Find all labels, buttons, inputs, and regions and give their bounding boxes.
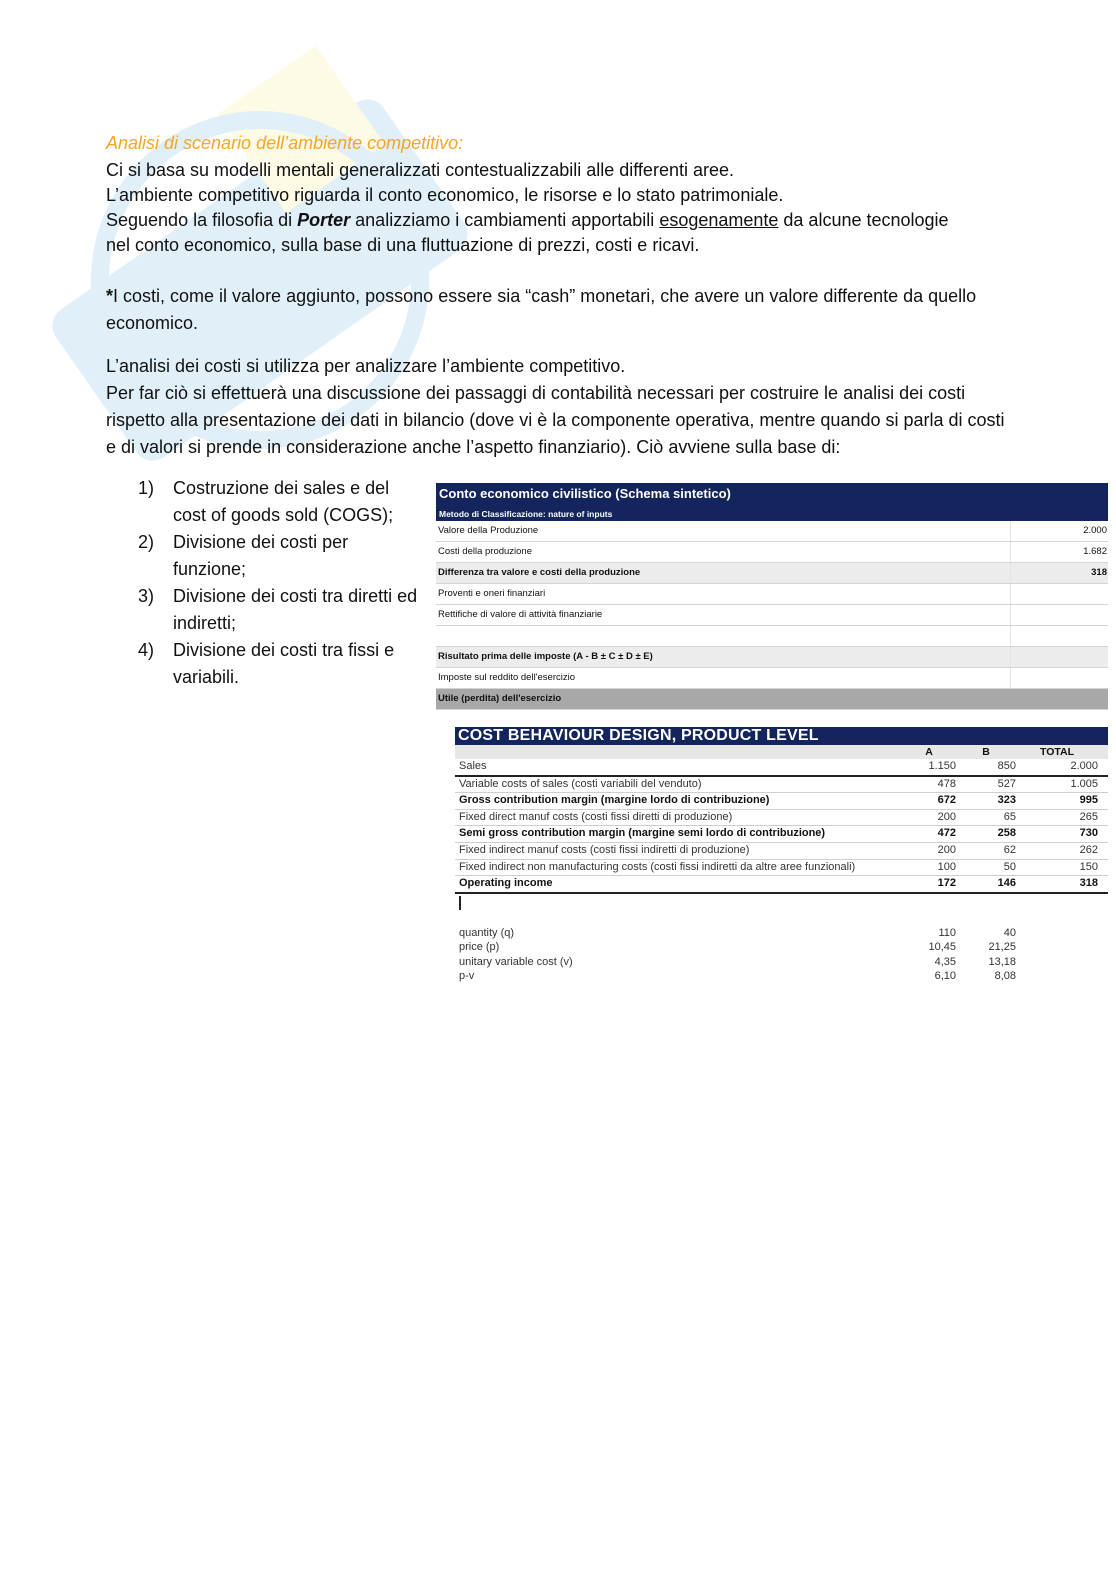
table-row <box>436 647 1108 668</box>
list-text: Divisione dei costi tra fissi e variabili. <box>173 640 395 687</box>
list-text: Costruzione dei sales e del cost of goods sold (COGS); <box>173 478 394 525</box>
row-label: Sales <box>459 760 487 772</box>
value-a: 672 <box>937 794 956 807</box>
table-row <box>436 605 1108 626</box>
table-row <box>436 668 1108 689</box>
value-b: 50 <box>1003 860 1016 873</box>
list-item <box>138 583 418 637</box>
row-label: Proventi e oneri finanziari <box>438 588 546 599</box>
numbered-list <box>138 475 418 691</box>
row-value: 318 <box>1010 563 1108 583</box>
value-total: 1.005 <box>1070 777 1098 790</box>
row-label: Fixed direct manuf costs (costi fissi diretti di produzione) <box>459 810 733 823</box>
text-run: Seguendo la filosofia di <box>106 210 298 230</box>
row-value <box>1011 689 1108 709</box>
value-a: 1.150 <box>928 760 956 772</box>
value-a: 200 <box>937 810 956 823</box>
text-run: da alcune tecnologie <box>778 210 949 230</box>
table-row <box>455 759 1108 777</box>
table-row <box>436 689 1108 710</box>
value-a: 4,35 <box>934 955 956 968</box>
value-b: 8,08 <box>994 970 1016 983</box>
paragraph-analysis <box>106 353 1006 461</box>
text-line: nel conto economico, sulla base di una fluttuazione di prezzi, costi e ricavi. <box>106 235 700 255</box>
row-label: Imposte sul reddito dell'esercizio <box>438 672 575 683</box>
note-star: * <box>106 286 114 306</box>
table-row <box>455 793 1108 810</box>
list-text: Divisione dei costi per funzione; <box>173 532 349 579</box>
value-a: 478 <box>937 777 956 790</box>
income-statement-table <box>436 483 1108 710</box>
value-a: 172 <box>937 877 956 890</box>
stats-row <box>455 955 1108 970</box>
row-label: Fixed indirect non manufacturing costs (costi fissi indiretti da altre aree funzionali) <box>459 860 856 873</box>
table-row <box>436 521 1108 542</box>
list-number: 4) <box>138 640 155 660</box>
row-value <box>1010 626 1108 646</box>
list-number: 2) <box>138 532 155 552</box>
underlined-word: esogenamente <box>659 210 779 230</box>
value-a: 472 <box>937 827 956 840</box>
value-b: 146 <box>997 877 1016 890</box>
value-total: 265 <box>1079 810 1098 823</box>
table-title: Conto economico civilistico (Schema sintetico) <box>436 483 1108 507</box>
table-row <box>455 860 1108 877</box>
row-label: Gross contribution margin (margine lordo di contribuzione) <box>459 794 770 807</box>
row-value <box>1010 668 1108 688</box>
row-label: Operating income <box>459 877 553 890</box>
table-row <box>455 826 1108 843</box>
table-row <box>436 563 1108 584</box>
value-a: 110 <box>938 926 956 939</box>
row-label <box>436 626 1010 646</box>
table-row <box>455 843 1108 860</box>
row-label: Risultato prima delle imposte (A - B ± C ± D ± E) <box>438 651 653 662</box>
list-text: Divisione dei costi tra diretti ed indiretti; <box>173 586 418 633</box>
value-total: 262 <box>1079 843 1098 856</box>
table-row <box>436 626 1108 647</box>
column-header-b: B <box>982 746 990 758</box>
text-line: L’ambiente competitivo riguarda il conto economico, le risorse e lo stato patrimoniale. <box>106 185 784 205</box>
text-block: Per far ciò si effettuerà una discussione dei passaggi di contabilità necessari per costruire le analisi dei costi rispetto alla presentazione dei dati in bilancio (dove vi è la componente operativa, mentre quando si parla di costi e di valori si prende in considerazione anche l’aspetto finanziario). Ciò avviene sulla base di: <box>106 383 1005 457</box>
row-value: 2.000 <box>1010 521 1108 541</box>
note-paragraph <box>106 283 986 337</box>
value-total: 730 <box>1079 827 1098 840</box>
column-header-total: TOTAL <box>1039 746 1075 758</box>
value-b: 21,25 <box>988 941 1016 954</box>
value-total: 995 <box>1079 794 1098 807</box>
row-value <box>1010 584 1108 604</box>
value-a: 10,45 <box>928 941 956 954</box>
row-label: Rettifiche di valore di attività finanziarie <box>438 609 603 620</box>
list-item <box>138 637 418 691</box>
list-item <box>138 529 418 583</box>
text-line: L’analisi dei costi si utilizza per analizzare l’ambiente competitivo. <box>106 356 626 376</box>
value-total: 318 <box>1079 877 1098 890</box>
paragraph-intro <box>106 158 1006 258</box>
porter-emphasis: Porter <box>297 210 351 230</box>
stats-row <box>455 969 1108 984</box>
row-value <box>1010 647 1108 667</box>
value-total: 150 <box>1079 860 1098 873</box>
value-total: 2.000 <box>1070 760 1098 772</box>
table-subtitle: Metodo di Classificazione: nature of inputs <box>436 507 1108 521</box>
row-label: Costi della produzione <box>438 546 533 557</box>
value-b: 13,18 <box>988 955 1016 968</box>
text-cursor <box>459 896 462 910</box>
list-number: 1) <box>138 478 155 498</box>
stats-row <box>455 940 1108 955</box>
cost-behaviour-table <box>455 727 1108 984</box>
row-label: Fixed indirect manuf costs (costi fissi indiretti di produzione) <box>459 843 750 856</box>
row-label: Variable costs of sales (costi variabili del venduto) <box>459 777 702 790</box>
value-a: 6,10 <box>934 970 956 983</box>
table-row <box>455 876 1108 894</box>
table-title: COST BEHAVIOUR DESIGN, PRODUCT LEVEL <box>455 727 1108 745</box>
value-b: 258 <box>997 827 1016 840</box>
row-value: 1.682 <box>1010 542 1108 562</box>
table-row <box>436 542 1108 563</box>
column-header-a: A <box>925 746 933 758</box>
value-a: 100 <box>937 860 956 873</box>
section-heading: Analisi di scenario dell’ambiente competitivo: <box>106 133 464 153</box>
table-row <box>455 777 1108 794</box>
list-item <box>138 475 418 529</box>
row-label: Valore della Produzione <box>438 525 539 536</box>
value-b: 850 <box>997 760 1016 772</box>
row-value <box>1010 605 1108 625</box>
value-a: 200 <box>937 843 956 856</box>
table-row <box>455 810 1108 827</box>
value-b: 65 <box>1003 810 1016 823</box>
note-text: I costi, come il valore aggiunto, possono essere sia “cash” monetari, che avere un valore differente da quello economico. <box>106 286 977 333</box>
row-label: price (p) <box>459 941 500 954</box>
value-b: 62 <box>1003 843 1016 856</box>
row-label: Utile (perdita) dell'esercizio <box>438 693 562 704</box>
row-label: p-v <box>459 970 475 983</box>
row-label: Differenza tra valore e costi della produzione <box>438 567 641 578</box>
row-label: quantity (q) <box>459 926 515 939</box>
column-header-row <box>455 745 1108 759</box>
row-label: Semi gross contribution margin (margine semi lordo di contribuzione) <box>459 827 826 840</box>
value-b: 527 <box>997 777 1016 790</box>
text-line <box>106 208 1006 233</box>
table-row <box>436 584 1108 605</box>
list-number: 3) <box>138 586 155 606</box>
text-run: analizziamo i cambiamenti apportabili <box>350 210 660 230</box>
value-b: 323 <box>997 794 1016 807</box>
stats-row <box>455 926 1108 941</box>
value-b: 40 <box>1003 926 1016 939</box>
row-label: unitary variable cost (v) <box>459 955 573 968</box>
text-line: Ci si basa su modelli mentali generalizzati contestualizzabili alle differenti aree. <box>106 160 734 180</box>
